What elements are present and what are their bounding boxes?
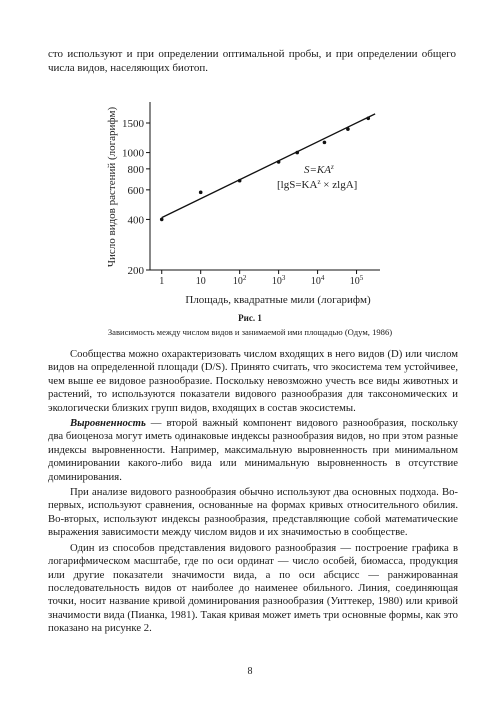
data-point bbox=[323, 141, 327, 145]
paragraph-1: Сообщества можно охарактеризовать числом входящих в него видов (D) или числом видов на определенной площади (D/S). Принято считать, что экосистема тем устойчивее, чем выше ее видовое разнообразие. Поскольку невозможно учесть все виды животных и растений, то используются показатели видового разнообразия для таксономических и экологически близких групп видов, входящих в состав экосистемы. bbox=[48, 348, 458, 414]
data-point bbox=[277, 160, 281, 164]
data-point bbox=[295, 151, 299, 155]
data-point bbox=[160, 218, 164, 222]
x-tick-label: $10^2$ bbox=[232, 274, 247, 287]
formula-alt: $[\lg S=KA^z \times zlgA]$ bbox=[277, 178, 358, 191]
x-tick-label: $10^4$ bbox=[310, 274, 325, 287]
y-tick-label: 400 bbox=[127, 214, 144, 227]
data-point bbox=[238, 179, 242, 183]
figure-label: Рис. 1 bbox=[238, 313, 262, 323]
page-number: 8 bbox=[247, 666, 253, 677]
body-text bbox=[48, 348, 458, 638]
data-point bbox=[366, 116, 370, 120]
x-tick-label: $10^3$ bbox=[271, 274, 286, 287]
paragraph-2: Выровненность — второй важный компонент видового разнообразия, поскольку два биоценоза могут иметь одинаковые индексы разнообразия видов, но при этом разные индексы выровненности. Например, максимальную выровненность при минимальном доминировании какого-либо вида или минимальную выровненность в отсутствие доминирования. bbox=[48, 417, 458, 483]
regression-line bbox=[162, 114, 375, 218]
paragraph-3: При анализе видового разнообразия обычно используют два основных подхода. Во-первых, используют сравнения, основанные на формах кривых относительного обилия. Во-вторых, используют индексы разнообразия, представляющие собой математические выражения зависимости между числом видов и их значимостью в сообществе. bbox=[48, 486, 458, 539]
x-tick-label: 1 bbox=[159, 276, 165, 287]
x-axis-label: Площадь, квадратные мили (логарифм) bbox=[185, 294, 371, 306]
data-point bbox=[346, 127, 350, 131]
data-point bbox=[199, 191, 203, 195]
y-tick-label: 1000 bbox=[122, 147, 144, 160]
y-tick-label: 1500 bbox=[122, 117, 144, 130]
paragraph-4: Один из способов представления видового разнообразия — построение графика в логарифмическом масштабе, где по оси ординат — число особей, биомасса, продукция или другие показатели значимости вида, а по оси абсцисс — ранжированная последовательность видов от наиболее до наименее обильного. Линия, соединяющая точки, носит название кривой доминирования разнообразия (Уиттекер, 1980) или кривой значимости вида (Пианка, 1981). Такая кривая может иметь три основные формы, как это показано на рисунке 2. bbox=[48, 541, 458, 635]
y-axis bbox=[122, 102, 150, 277]
y-tick-label: 600 bbox=[127, 184, 144, 197]
figure-caption: Зависимость между числом видов и занимаемой ими площадью (Одум, 1986) bbox=[107, 327, 393, 337]
y-tick-label: 800 bbox=[127, 163, 144, 176]
formula-main: $S=KA^z$ bbox=[304, 163, 334, 176]
x-tick-label: 10 bbox=[195, 276, 206, 287]
x-tick-label: $10^5$ bbox=[349, 274, 364, 287]
species-area-chart bbox=[0, 80, 500, 310]
intro-paragraph: сто используют и при определении оптимальной пробы, и при определении общего числа видов, населяющих биотоп. bbox=[48, 48, 456, 75]
x-axis bbox=[150, 270, 380, 287]
y-tick-label: 200 bbox=[127, 265, 144, 277]
y-axis-label: Число видов растений (логарифм) bbox=[106, 106, 118, 268]
term-evenness: Выровненность bbox=[70, 417, 146, 430]
